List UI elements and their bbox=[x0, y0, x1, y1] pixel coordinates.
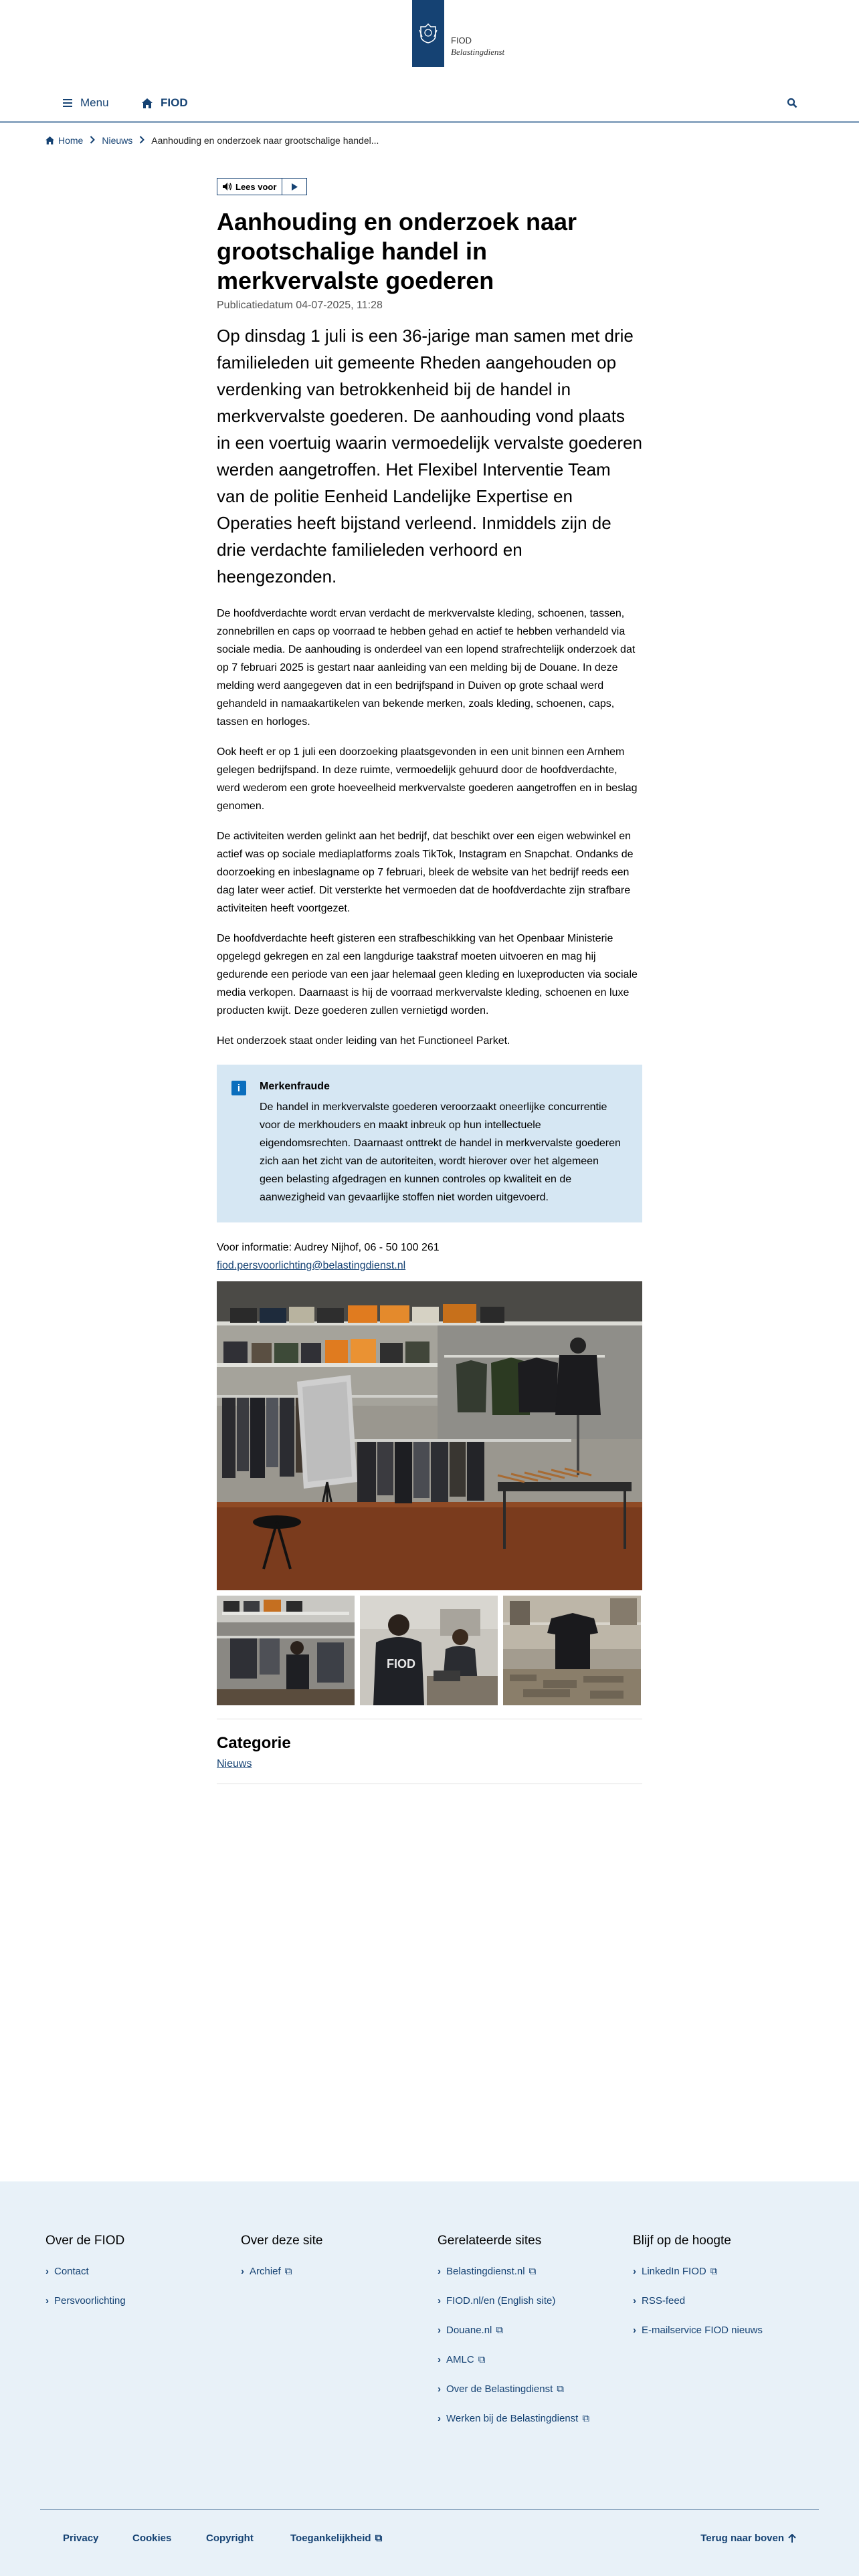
footer-bottom-bar bbox=[40, 2509, 819, 2544]
footer-copyright-link[interactable]: Copyright bbox=[206, 2533, 254, 2544]
breadcrumb bbox=[45, 135, 379, 146]
site-header bbox=[0, 0, 859, 146]
speaker-icon bbox=[223, 183, 232, 191]
external-link-icon: ⧉ bbox=[496, 2325, 504, 2336]
menu-button[interactable] bbox=[63, 96, 109, 110]
footer-link-amlc[interactable]: › AMLC ⧉ bbox=[438, 2354, 486, 2365]
footer-link-rss[interactable]: › RSS-feed bbox=[633, 2295, 686, 2306]
read-aloud-button[interactable] bbox=[217, 179, 282, 195]
chevron-right-icon: › bbox=[45, 2295, 49, 2306]
external-link-icon: ⧉ bbox=[375, 2533, 383, 2544]
breadcrumb-home[interactable] bbox=[45, 135, 83, 146]
contact-info bbox=[217, 1239, 642, 1275]
page-title: Aanhouding en onderzoek naar grootschalige handel in merkvervalste goederen bbox=[217, 208, 577, 294]
chevron-right-icon: › bbox=[633, 2266, 636, 2277]
chevron-right-icon: › bbox=[438, 2295, 441, 2306]
footer-column-title: Blijf op de hoogte bbox=[633, 2234, 731, 2248]
footer-link-douane[interactable]: › Douane.nl ⧉ bbox=[438, 2325, 504, 2336]
external-link-icon: ⧉ bbox=[284, 2266, 292, 2277]
nav-home-link[interactable] bbox=[142, 96, 188, 110]
footer-toegankelijkheid-link[interactable]: Toegankelijkheid ⧉ bbox=[290, 2533, 383, 2544]
info-icon: i bbox=[231, 1081, 246, 1095]
chevron-right-icon: › bbox=[633, 2325, 636, 2336]
chevron-right-icon: › bbox=[438, 2413, 441, 2424]
category-link-nieuws[interactable]: Nieuws bbox=[217, 1758, 252, 1769]
read-aloud-label: Lees voor bbox=[235, 181, 277, 192]
external-link-icon: ⧉ bbox=[478, 2354, 486, 2365]
logo-line-2: Belastingdienst bbox=[451, 47, 505, 57]
chevron-right-icon: › bbox=[241, 2266, 244, 2277]
nav-home-label: FIOD bbox=[161, 96, 188, 109]
publication-date: Publicatiedatum 04-07-2025, 11:28 bbox=[217, 300, 383, 311]
menu-label: Menu bbox=[80, 96, 109, 109]
footer-link-email-service[interactable]: › E-mailservice FIOD nieuws bbox=[633, 2325, 763, 2336]
footer-column-gerelateerde-sites bbox=[438, 2234, 589, 2442]
chevron-right-icon bbox=[90, 135, 95, 146]
footer-column-over-deze-site bbox=[241, 2234, 323, 2295]
chevron-right-icon bbox=[139, 135, 145, 146]
chevron-right-icon: › bbox=[438, 2266, 441, 2277]
footer-link-werken-bij[interactable]: › Werken bij de Belastingdienst ⧉ bbox=[438, 2413, 590, 2424]
footer-link-belastingdienst[interactable]: › Belastingdienst.nl ⧉ bbox=[438, 2266, 537, 2277]
article-photo-main[interactable] bbox=[217, 1281, 642, 1590]
external-link-icon: ⧉ bbox=[710, 2266, 718, 2277]
chevron-right-icon: › bbox=[45, 2266, 49, 2277]
site-logo[interactable] bbox=[412, 0, 504, 67]
footer-privacy-link[interactable]: Privacy bbox=[63, 2533, 99, 2544]
footer-link-over-de-belastingdienst[interactable]: › Over de Belastingdienst ⧉ bbox=[438, 2383, 564, 2395]
contact-text: Voor informatie: Audrey Nijhof, 06 - 50 100 261 bbox=[217, 1242, 440, 1253]
chevron-right-icon: › bbox=[438, 2325, 441, 2336]
footer-link-contact[interactable]: › Contact bbox=[45, 2266, 89, 2277]
coat-of-arms-icon bbox=[412, 0, 444, 67]
external-link-icon: ⧉ bbox=[529, 2266, 537, 2277]
article-paragraph: De hoofdverdachte heeft gisteren een strafbeschikking van het Openbaar Ministerie opgelegd gekregen en zal een langdurige taakstraf moeten uitvoeren en mag hij gedurende een periode van een jaar helemaal geen kleding en luxeproducten via sociale media verkopen. Daarnaast is hij de voorraad merkvervalste kleding, schoenen en luxe producten kwijt. Deze goederen zullen vernietigd worden. bbox=[217, 933, 638, 1016]
arrow-up-icon bbox=[788, 2534, 796, 2543]
search-icon bbox=[787, 98, 797, 108]
search-button[interactable] bbox=[787, 98, 797, 112]
external-link-icon: ⧉ bbox=[582, 2413, 590, 2424]
footer-cookies-link[interactable]: Cookies bbox=[132, 2533, 172, 2544]
site-footer bbox=[0, 2181, 859, 2576]
category-title: Categorie bbox=[217, 1734, 291, 1752]
breadcrumb-home-label: Home bbox=[58, 135, 84, 146]
play-button[interactable] bbox=[282, 179, 306, 195]
article-paragraph: De hoofdverdachte wordt ervan verdacht de merkvervalste kleding, schoenen, tassen, zonnebrillen en caps op voorraad te hebben gehad en actief te hebben verhandeld via sociale media. De aanhouding is onderdeel van een lopend strafrechtelijk onderzoek dat op 7 februari 2025 is gestart naar aanleiding van een melding bij de Douane. In deze melding werd aangegeven dat in een bedrijfspand in Duiven op grote schaal werd gehandeld in namaakartikelen van bekende merken, zoals kleding, schoenen, caps, tassen en horloges. bbox=[217, 608, 636, 728]
article-photo-thumbnail[interactable] bbox=[503, 1596, 641, 1705]
footer-column-over-de-fiod bbox=[45, 2234, 126, 2325]
footer-column-title: Gerelateerde sites bbox=[438, 2234, 542, 2248]
footer-link-fiod-english[interactable]: › FIOD.nl/en (English site) bbox=[438, 2295, 556, 2306]
footer-column-title: Over de FIOD bbox=[45, 2234, 125, 2248]
footer-column-blijf-op-de-hoogte bbox=[633, 2234, 763, 2354]
info-box-title: Merkenfraude bbox=[260, 1081, 330, 1092]
external-link-icon: ⧉ bbox=[557, 2383, 564, 2395]
info-box bbox=[217, 1065, 642, 1222]
article-paragraph: Ook heeft er op 1 juli een doorzoeking plaatsgevonden in een unit binnen een Arnhem gelegen bedrijfspand. In deze ruimte, vermoedelijk gehuurd door de hoofdverdachte, werd wederom een grote hoeveelheid merkvervalste goederen aangetroffen en in beslag genomen. bbox=[217, 746, 638, 812]
hamburger-icon bbox=[63, 99, 72, 107]
chevron-right-icon: › bbox=[438, 2354, 441, 2365]
article-photo-thumbnail[interactable] bbox=[217, 1596, 355, 1705]
footer-column-title: Over deze site bbox=[241, 2234, 323, 2248]
home-icon bbox=[142, 98, 153, 108]
breadcrumb-current: Aanhouding en onderzoek naar grootschalige handel... bbox=[151, 135, 379, 146]
fiod-jacket-label: FIOD bbox=[387, 1657, 415, 1671]
contact-email-link[interactable]: fiod.persvoorlichting@belastingdienst.nl bbox=[217, 1260, 406, 1271]
chevron-right-icon: › bbox=[633, 2295, 636, 2306]
play-icon bbox=[292, 183, 298, 191]
chevron-right-icon: › bbox=[438, 2383, 441, 2395]
logo-line-1: FIOD bbox=[451, 35, 472, 45]
main-navigation bbox=[0, 88, 859, 123]
home-icon bbox=[45, 136, 54, 144]
footer-link-archief[interactable]: › Archief ⧉ bbox=[241, 2266, 292, 2277]
article-lead: Op dinsdag 1 juli is een 36-jarige man samen met drie familieleden uit gemeente Rheden aangehouden op verdenking van betrokkenheid bij de handel in merkvervalste goederen. De aanhouding vond plaats in een voertuig waarin vermoedelijk vervalste goederen werden aangetroffen. Het Flexibel Interventie Team van de politie Eenheid Landelijke Expertise en Operaties heeft bijstand verleend. Inmiddels zijn de drie verdachte familieleden verhoord en heengezonden. bbox=[217, 326, 642, 586]
article-paragraph: Het onderzoek staat onder leiding van het Functioneel Parket. bbox=[217, 1035, 510, 1047]
info-box-text: De handel in merkvervalste goederen veroorzaakt oneerlijke concurrentie voor de merkhouders en maakt inbreuk op hun intellectuele eigendomsrechten. Daarnaast onttrekt de handel in merkvervalste goederen zich aan het zicht van de autoriteiten, wordt hierover over het algemeen geen belasting afgedragen en kunnen controles op kwaliteit en de aanwezigheid van gevaarlijke stoffen niet worden uitgevoerd. bbox=[260, 1101, 621, 1203]
breadcrumb-nieuws[interactable]: Nieuws bbox=[102, 135, 133, 146]
footer-link-linkedin[interactable]: › LinkedIn FIOD ⧉ bbox=[633, 2266, 718, 2277]
photo-thumbnails bbox=[217, 1596, 642, 1705]
article-photo-thumbnail[interactable] bbox=[360, 1596, 498, 1705]
article bbox=[217, 178, 642, 1784]
article-paragraph: De activiteiten werden gelinkt aan het bedrijf, dat beschikt over een eigen webwinkel en actief was op sociale mediaplatforms zoals TikTok, Instagram en Snapchat. Ondanks de doorzoeking en inbeslagname op 7 februari, bleek de website van het bedrijf reeds een dag later weer actief. Dit versterkte het vermoeden dat de hoofdverdachte zijn strafbare activiteiten heeft voortgezet. bbox=[217, 831, 634, 914]
footer-link-persvoorlichting[interactable]: › Persvoorlichting bbox=[45, 2295, 126, 2306]
readspeaker-widget bbox=[217, 178, 307, 195]
back-to-top-link[interactable]: Terug naar boven bbox=[700, 2533, 796, 2544]
